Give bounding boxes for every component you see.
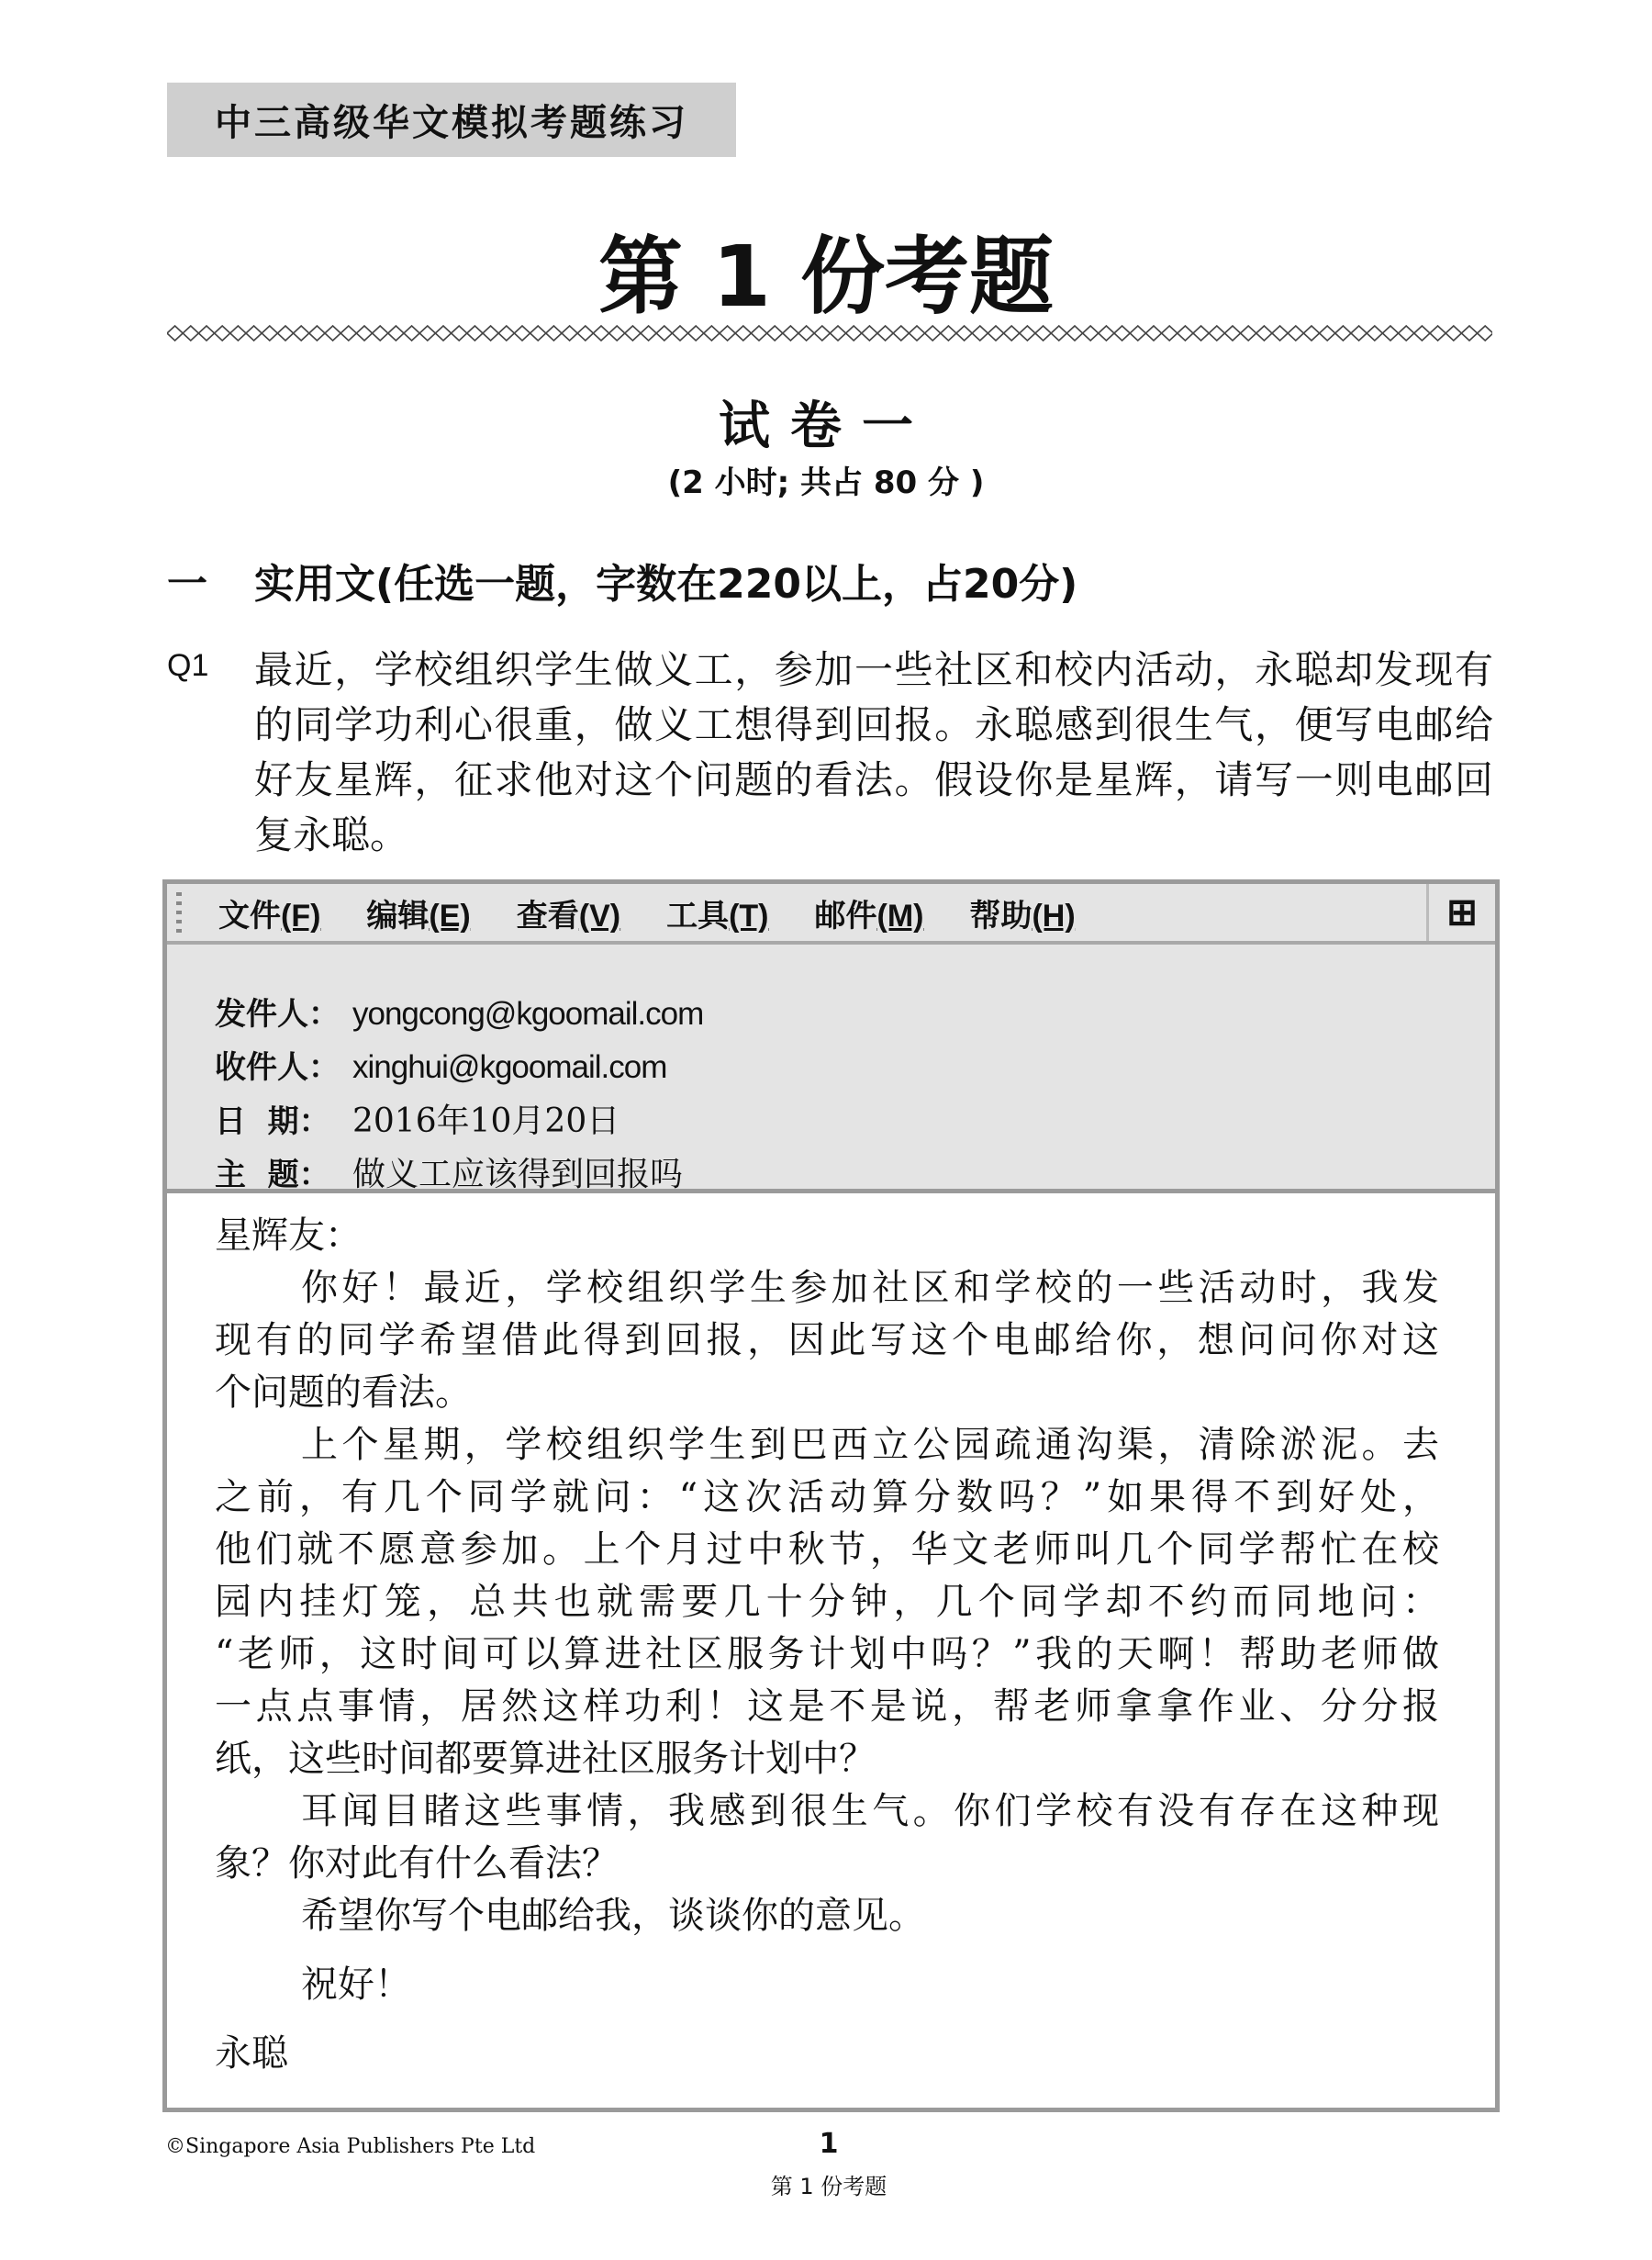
menu-item-1[interactable] — [366, 890, 470, 935]
menu-label: 编辑 — [366, 898, 430, 934]
page-number: 1 — [819, 2128, 839, 2160]
email-field-row — [215, 989, 1495, 1042]
question-line: 复永聪。 — [254, 812, 409, 857]
email-header-fields — [167, 945, 1495, 1193]
email-line: 他们就不愿意参加。上个月过中秋节，华文老师叫几个同学帮忙在校 — [215, 1528, 1439, 1571]
email-line: 个问题的看法。 — [215, 1371, 472, 1414]
email-line: 你好！最近，学校组织学生参加社区和学校的一些活动时，我发 — [301, 1267, 1439, 1309]
toolbar-grip[interactable] — [176, 892, 182, 933]
email-line: 星辉友： — [215, 1214, 362, 1257]
menu-item-4[interactable] — [815, 890, 924, 935]
menu-label: 文件 — [218, 898, 281, 934]
email-line: 现有的同学希望借此得到回报，因此写这个电邮给你，想问问你对这 — [215, 1319, 1439, 1361]
page-title: 第 1 份考题 — [597, 228, 1055, 326]
email-paragraph — [215, 1262, 1447, 1419]
question-q1 — [167, 643, 1493, 863]
email-field-row — [215, 1042, 1495, 1095]
field-label: 收件人： — [215, 1049, 340, 1086]
duration-note: (2 小时; 共占 80 分 ) — [667, 464, 985, 501]
copyright: ©Singapore Asia Publishers Pte Ltd — [165, 2135, 536, 2158]
menu-item-2[interactable] — [517, 890, 620, 935]
field-label: 日 期： — [215, 1103, 330, 1140]
menu-accelerator: (T) — [729, 898, 769, 934]
question-line: 的同学功利心很重，做义工想得到回报。永聪感到很生气，便写电邮给 — [254, 702, 1493, 747]
email-line: 一点点事情，居然这样功利！这是不是说，帮老师拿拿作业、分分报 — [215, 1685, 1439, 1728]
email-line: 祝好！ — [301, 1964, 411, 2006]
spacer — [215, 1942, 1447, 1959]
question-text — [254, 643, 1493, 863]
menu-bar — [167, 884, 1495, 945]
email-window — [162, 879, 1500, 2112]
email-paragraph — [215, 1785, 1447, 1890]
menu-label: 查看 — [516, 898, 579, 934]
paper-heading: 试卷一 — [719, 397, 933, 456]
email-line: 园内挂灯笼，总共也就需要几十分钟，几个同学却不约而同地问： — [215, 1581, 1439, 1623]
menu-item-5[interactable] — [969, 890, 1075, 935]
field-value: yongcong@kgoomail.com — [352, 996, 704, 1032]
field-label: 发件人： — [215, 996, 340, 1033]
menu-label: 帮助 — [969, 898, 1032, 934]
email-line: “老师，这时间可以算进社区服务计划中吗？”我的天啊！帮助老师做 — [215, 1633, 1439, 1675]
email-line: 象？你对此有什么看法？ — [215, 1842, 619, 1885]
menu-accelerator: (V) — [578, 898, 621, 934]
field-label: 主 题： — [215, 1157, 330, 1193]
menu-accelerator: (F) — [281, 898, 321, 934]
email-field-row — [215, 1095, 1495, 1148]
email-paragraph — [215, 1210, 1447, 1262]
section-number: 一 — [167, 561, 207, 608]
menu-label: 工具 — [666, 898, 730, 934]
email-paragraph — [215, 2028, 1447, 2080]
menu-accelerator: (H) — [1032, 898, 1076, 934]
email-line: 之前，有几个同学就问：“这次活动算分数吗？”如果得不到好处， — [215, 1476, 1439, 1518]
email-line: 希望你写个电邮给我，谈谈你的意见。 — [301, 1895, 925, 1937]
question-number: Q1 — [167, 648, 209, 683]
spacer — [215, 2011, 1447, 2028]
email-line: 耳闻目睹这些事情，我感到很生气。你们学校有没有存在这种现 — [301, 1790, 1439, 1832]
menu-item-0[interactable] — [218, 890, 320, 935]
footer-label: 第 1 份考题 — [770, 2174, 887, 2199]
question-line: 好友星辉，征求他对这个问题的看法。假设你是星辉，请写一则电邮回 — [254, 757, 1493, 802]
email-paragraph — [215, 1959, 1447, 2011]
field-value: 做义工应该得到回报吗 — [352, 1156, 684, 1193]
diamond-divider — [167, 321, 1492, 345]
windows-logo-icon: ⊞ — [1426, 884, 1495, 941]
menu-item-3[interactable] — [666, 890, 768, 935]
field-value: 2016年10月20日 — [352, 1102, 620, 1140]
email-line: 纸，这些时间都要算进社区服务计划中？ — [215, 1738, 876, 1780]
menu-accelerator: (E) — [429, 898, 471, 934]
email-paragraph — [215, 1890, 1447, 1942]
email-paragraph — [215, 1419, 1447, 1785]
menu-accelerator: (M) — [876, 898, 924, 934]
email-line: 永聪 — [215, 2032, 288, 2075]
question-line: 最近，学校组织学生做义工，参加一些社区和校内活动，永聪却发现有 — [254, 647, 1493, 692]
section-label: 实用文(任选一题，字数在220以上，占20分) — [254, 561, 1078, 608]
section-heading — [167, 551, 1077, 610]
field-value: xinghui@kgoomail.com — [352, 1049, 667, 1085]
email-line: 上个星期，学校组织学生到巴西立公园疏通沟渠，清除淤泥。去 — [301, 1424, 1439, 1466]
email-body — [167, 1193, 1495, 2080]
book-series-header: 中三高级华文模拟考题练习 — [167, 83, 736, 157]
menu-label: 邮件 — [814, 898, 877, 934]
